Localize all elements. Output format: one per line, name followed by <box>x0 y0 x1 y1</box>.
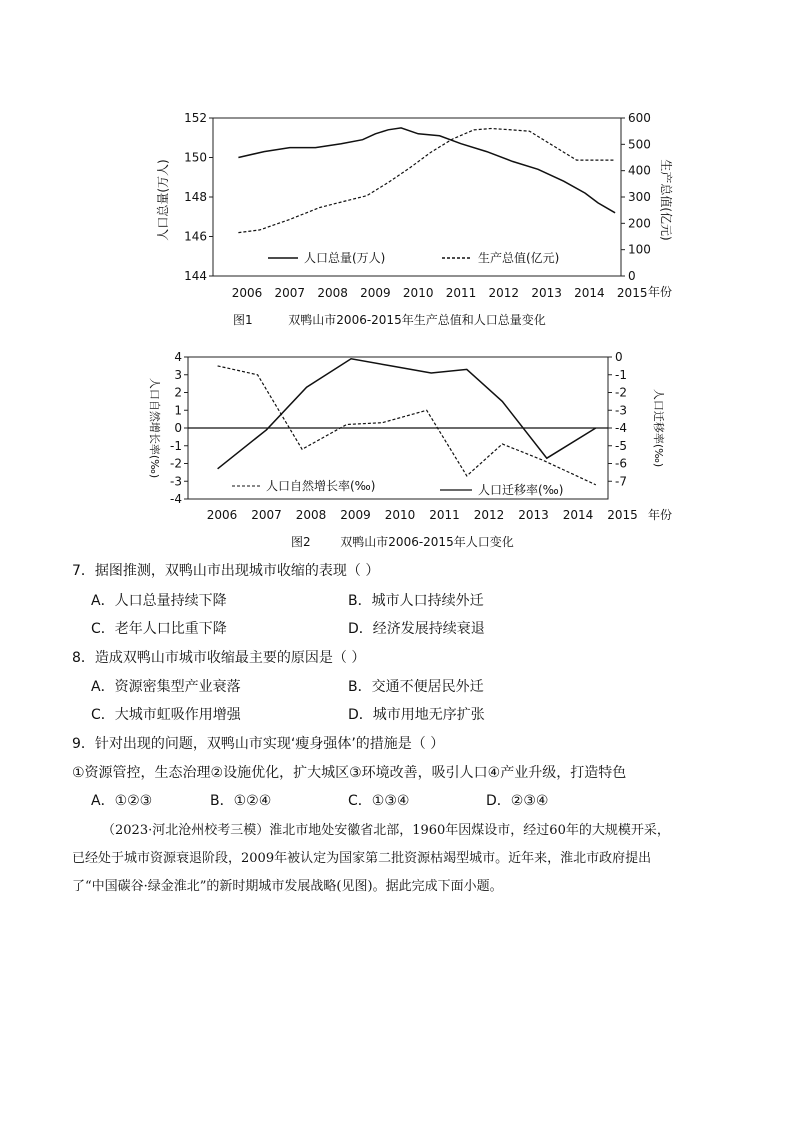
x-tick-label: 2013 <box>531 286 562 300</box>
question-8-option-b: B．交通不便居民外迁 <box>348 679 484 695</box>
x-tick-label: 2015 <box>607 508 638 522</box>
question-8-option-a: A．资源密集型产业衰落 <box>91 679 241 695</box>
left-tick-label: 148 <box>184 190 207 204</box>
left-tick-label: 4 <box>174 350 182 364</box>
x-tick-label: 2011 <box>445 286 477 300</box>
figure1-x-unit: 年份 <box>648 285 673 299</box>
question-9-option-a: A．①②③ <box>91 793 153 809</box>
series-solid-line <box>238 128 615 213</box>
right-tick-label: 100 <box>628 242 651 257</box>
question-7-option-d: D．经济发展持续衰退 <box>348 621 485 637</box>
question-7-option-a: A．人口总量持续下降 <box>91 593 227 609</box>
left-tick-label: -1 <box>170 438 182 453</box>
question-7-option-c: C．老年人口比重下降 <box>91 621 227 637</box>
figure1-chart <box>0 100 794 340</box>
figure2-caption <box>291 533 514 550</box>
left-tick-label: -4 <box>170 492 182 506</box>
figure2-right-axis-label: 人口迁移率(‰) <box>652 388 665 468</box>
x-tick-label: 2008 <box>317 286 348 300</box>
right-tick-label: -6 <box>615 456 627 471</box>
x-tick-label: 2010 <box>402 286 434 300</box>
left-tick-label: 1 <box>174 403 182 418</box>
right-tick-label: 300 <box>628 190 651 204</box>
x-tick-label: 2007 <box>251 508 282 522</box>
right-tick-label: 0 <box>628 269 636 283</box>
figure2-legend-migration: 人口迁移率(‰) <box>478 483 564 497</box>
passage-line-3: 了“中国碳谷·绿金淮北”的新时期城市发展战略(见图)。据此完成下面小题。 <box>72 879 503 894</box>
right-tick-label: 500 <box>628 137 651 152</box>
left-tick-label: 152 <box>184 111 207 125</box>
figure2-left-axis-label: 人口自然增长率(‰) <box>148 377 161 479</box>
right-tick-label: 600 <box>628 111 651 125</box>
question-9-option-d: D．②③④ <box>486 793 549 809</box>
left-tick-label: 146 <box>184 229 207 244</box>
left-tick-label: 2 <box>174 385 182 400</box>
figure1-right-axis-label: 生产总值(亿元) <box>659 159 673 241</box>
figure2-caption-text: 双鸭山市2006-2015年人口变化 <box>340 535 514 549</box>
right-tick-label: -7 <box>615 474 627 489</box>
x-tick-label: 2012 <box>473 508 505 522</box>
left-tick-label: -2 <box>170 456 182 471</box>
right-tick-label: -3 <box>615 403 627 418</box>
x-tick-label: 2014 <box>562 508 594 522</box>
right-tick-label: -2 <box>615 385 627 400</box>
x-tick-label: 2011 <box>429 508 460 522</box>
figure1-left-axis-label: 人口总量(万人) <box>156 159 170 241</box>
right-tick-label: 0 <box>615 350 623 364</box>
figure1-legend-gdp: 生产总值(亿元) <box>478 251 560 265</box>
figure1-caption <box>233 311 546 328</box>
figure1-caption-text: 双鸭山市2006-2015年生产总值和人口总量变化 <box>288 313 546 327</box>
passage-line-1: （2023·河北沧州校考三模）淮北市地处安徽省北部，1960年因煤设市，经过60年的大规模开采， <box>102 823 670 838</box>
figure1-caption-label: 图1 <box>233 313 253 327</box>
x-tick-label: 2015 <box>616 286 648 300</box>
series-dashed-line <box>238 129 615 233</box>
figure2-chart <box>0 340 794 530</box>
question-7-stem: 7．据图推测，双鸭山市出现城市收缩的表现（ ） <box>72 563 380 579</box>
question-8-option-c: C．大城市虹吸作用增强 <box>91 707 241 723</box>
question-9-statements: ①资源管控，生态治理②设施优化，扩大城区③环境改善，吸引人口④产业升级，打造特色 <box>72 765 627 781</box>
question-8-stem: 8．造成双鸭山市城市收缩最主要的原因是（ ） <box>72 650 366 666</box>
right-tick-label: 400 <box>628 163 651 178</box>
figure2-legend-natural: 人口自然增长率(‰) <box>266 479 376 493</box>
left-tick-label: -3 <box>170 474 182 489</box>
question-9-stem: 9．针对出现的问题，双鸭山市实现‘瘦身强体’的措施是（ ） <box>72 736 445 752</box>
left-tick-label: 150 <box>184 150 207 165</box>
question-7-option-b: B．城市人口持续外迁 <box>348 593 484 609</box>
x-tick-label: 2010 <box>384 508 416 522</box>
passage <box>72 817 732 901</box>
x-tick-label: 2008 <box>295 508 327 522</box>
left-tick-label: 144 <box>184 269 207 283</box>
x-tick-label: 2006 <box>206 508 238 522</box>
x-tick-label: 2009 <box>360 286 391 300</box>
left-tick-label: 0 <box>174 421 182 435</box>
x-tick-label: 2013 <box>518 508 549 522</box>
series-dashed-line <box>218 366 596 485</box>
right-tick-label: -4 <box>615 421 627 435</box>
x-tick-label: 2014 <box>574 286 605 300</box>
right-tick-label: 200 <box>628 216 651 231</box>
right-tick-label: -5 <box>615 438 627 453</box>
figure2-caption-label: 图2 <box>291 535 311 549</box>
question-8-option-d: D．城市用地无序扩张 <box>348 707 485 723</box>
question-9-option-b: B．①②④ <box>210 793 272 809</box>
passage-line-2: 已经处于城市资源衰退阶段，2009年被认定为国家第二批资源枯竭型城市。近年来，淮北市政府提出 <box>72 851 652 866</box>
x-tick-label: 2009 <box>340 508 371 522</box>
series-solid-line <box>218 359 596 469</box>
question-9-option-c: C．①③④ <box>348 793 410 809</box>
figure1-legend-population: 人口总量(万人) <box>304 251 386 265</box>
left-tick-label: 3 <box>174 367 182 382</box>
figure2-x-unit: 年份 <box>648 508 673 522</box>
right-tick-label: -1 <box>615 367 627 382</box>
figure1-plot-frame <box>213 118 621 276</box>
x-tick-label: 2007 <box>274 286 306 300</box>
x-tick-label: 2006 <box>231 286 263 300</box>
x-tick-label: 2012 <box>488 286 520 300</box>
